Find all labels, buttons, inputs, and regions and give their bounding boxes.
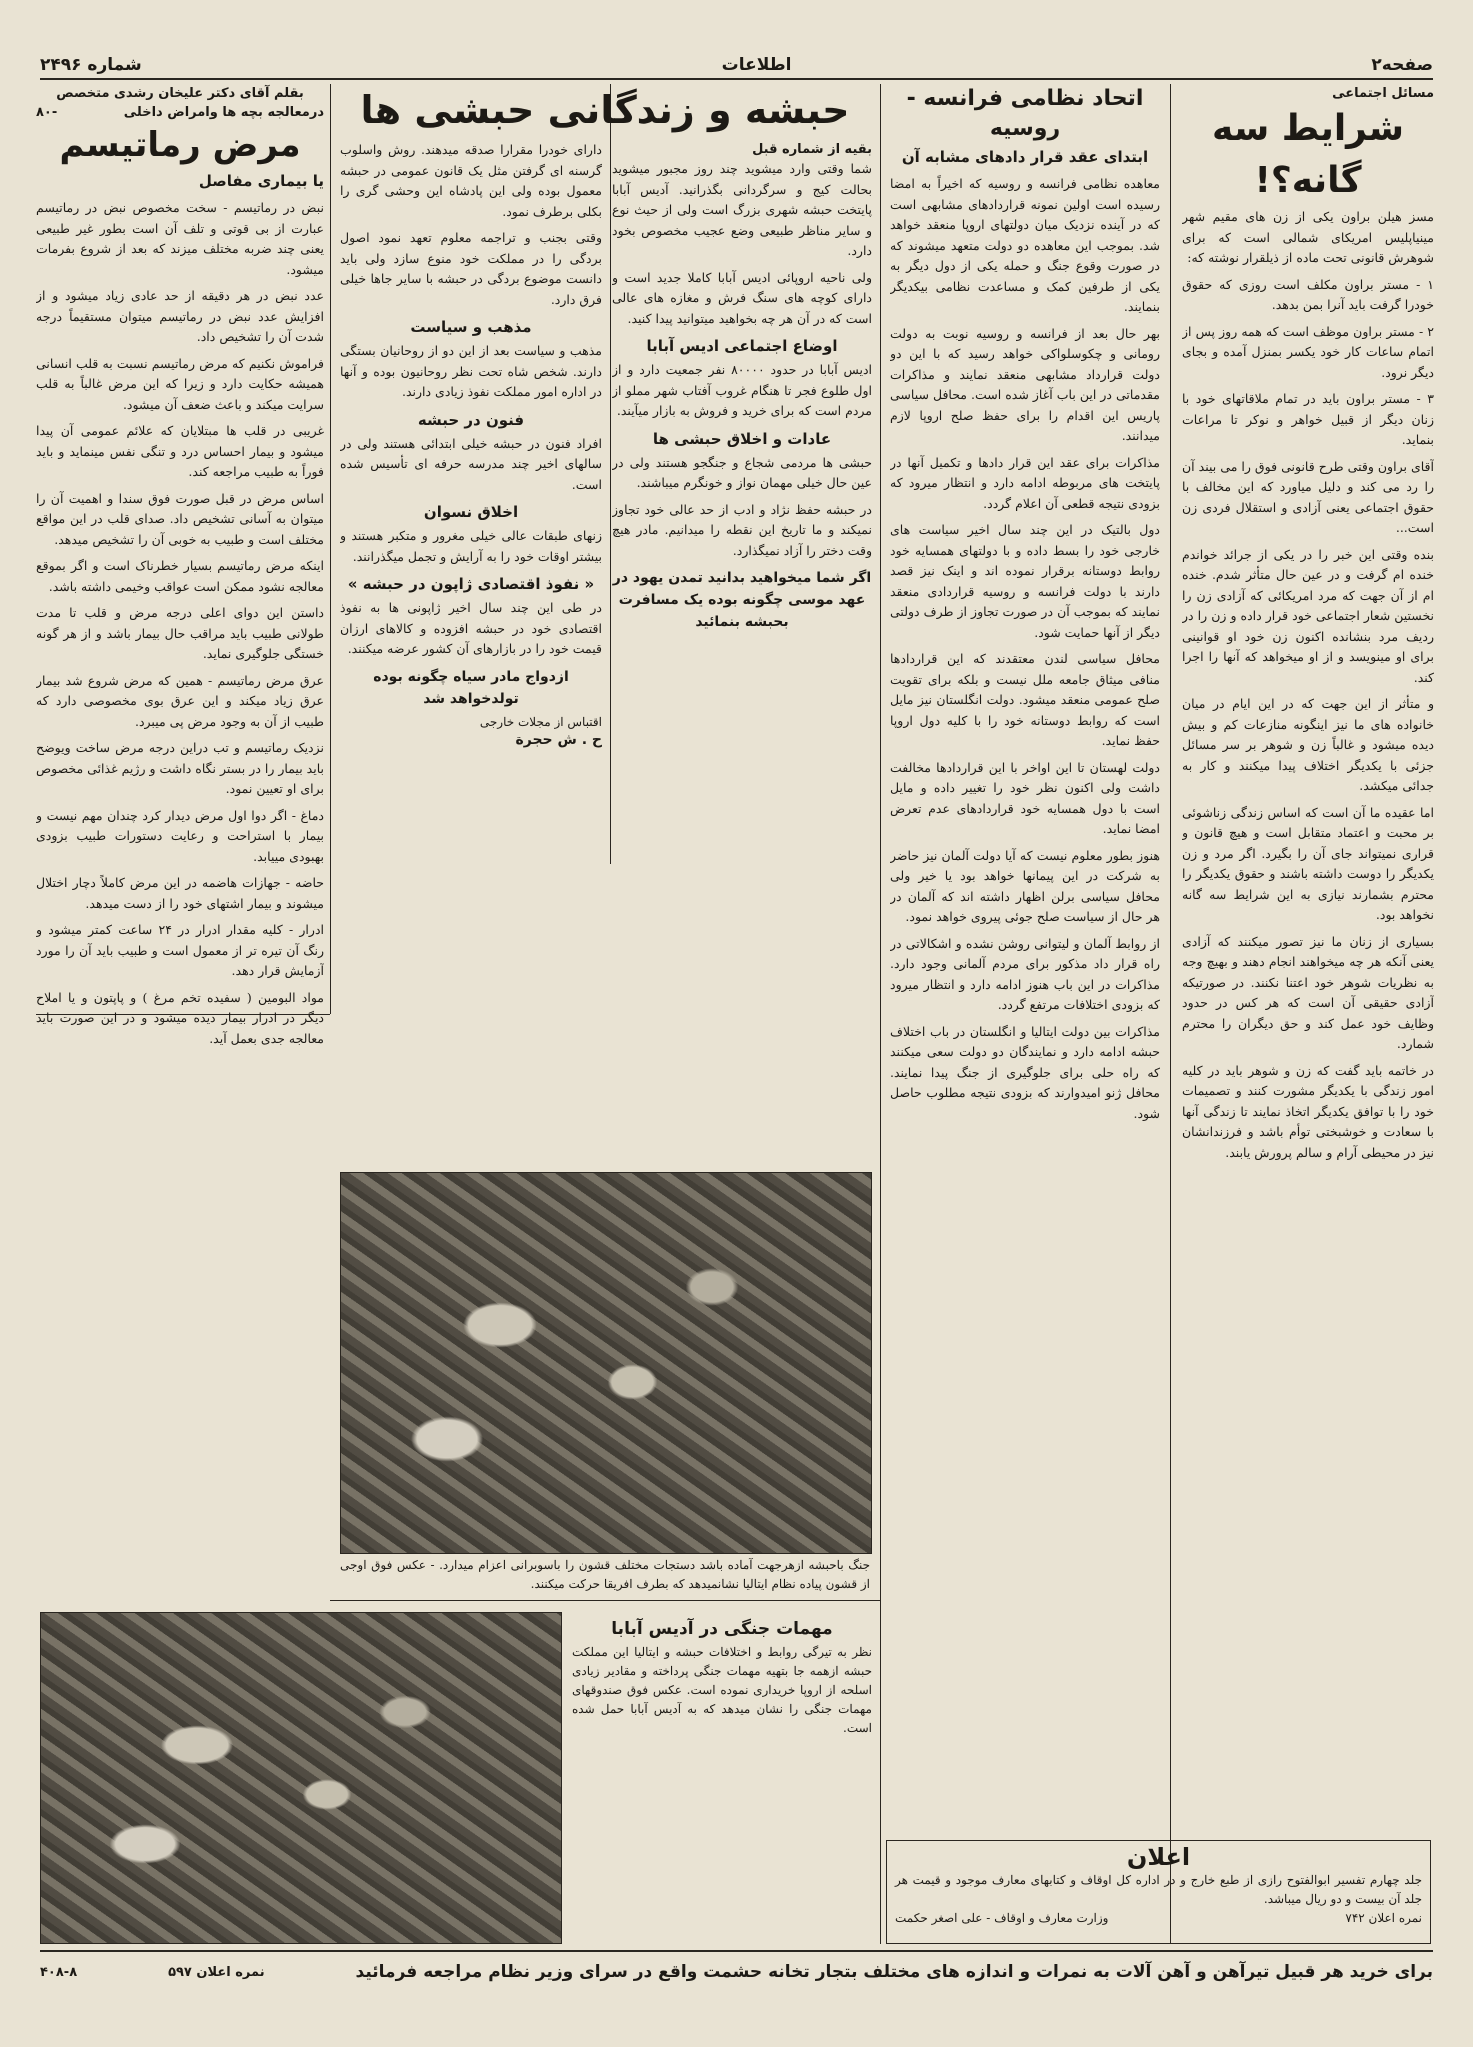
paragraph: نبض در رماتیسم - سخت مخصوص نبض در رماتیسم عبارت از بی قوتی و تلف آن است بطور غیر طبیعی یعنی چند ضربه مختلف میزند که بعد از شروع بفرمات میشود. (36, 200, 324, 277)
horizontal-rule (330, 1600, 880, 1601)
section-heading: « نفوذ اقتصادی ژاپون در حبشه » (347, 575, 595, 593)
bold-heading: اگر شما میخواهید بدانید تمدن یهود در عهد موسی چگونه بوده یک مسافرت بحبشه بنمائید (612, 570, 872, 630)
photo-ammunition (40, 1612, 562, 1944)
page-header (40, 52, 1433, 80)
paragraph: ادیس آبابا در حدود ۸۰۰۰۰ نفر جمعیت دارد و از اول طلوع فجر تا هنگام غروب آفتاب شهر مملو از مردم است که برای خرید و فروش به بازار میآیند. (612, 362, 872, 418)
article-subtitle: ابتدای عقد قرار دادهای مشابه آن (901, 148, 1149, 166)
paragraph: مواد البومین ( سفیده تخم مرغ ) و پاپتون و یا املاح دیگر در ادرار بیمار دیده میشود و در این صورت باید معالجه جدی بعمل آید. (36, 989, 324, 1046)
article-rheumatism (36, 84, 324, 1534)
ad-title: اعلان (1126, 1843, 1191, 1871)
section-heading: اخلاق نسوان (423, 503, 519, 521)
article-title: مرض رماتیسم (59, 125, 301, 165)
photo-ammunition-text (572, 1612, 872, 1942)
paragraph: ادرار - کلیه مقدار ادرار در ۲۴ ساعت کمتر میشود و رنگ آن تیره تر از معمول است و طبیب باید آن را مورد آزمایش قرار دهد. (36, 922, 324, 978)
paragraph: دول بالتیک در این چند سال اخیر سیاست های خارجی خود را بسط داده و با دولتهای همسایه خود روابط دوستانه برقرار نموده اند و اینک نیز قصد دارند با دولت فرانسه و روسیه قراردادی منعقد نمایند که بموجب آن در صورت تجاوز از طرف دولتی دیگر از آنها حمایت شود. (890, 522, 1160, 640)
paragraph: اساس مرض در قبل صورت فوق سندا و اهمیت آن را میتوان به آسانی تشخیص داد. صدای قلب در این مواقع مختلف است و طبیب به خوبی آن را تشخیص میدهد. (36, 490, 324, 547)
author-signature: ح . ش حجرة (515, 731, 602, 748)
paragraph: از روابط آلمان و لیتوانی روشن نشده و اشکالاتی در راه قرار داد مذکور برای مردم آلمانی وجود دارد. مذاکرات در این باب هنوز ادامه دارد و انتظار میرود که بزودی اختلافات مرتفع گردد. (890, 935, 1160, 1012)
paragraph: عرق مرض رماتیسم - همین که مرض شروع شد بیمار عرق زیاد میکند و این عرق بوی مخصوصی دارد که طبیب از آن به وجود مرض پی میبرد. (36, 672, 324, 729)
paragraph: افراد فنون در حبشه خیلی ابتدائی هستند ولی در سالهای اخیر چند مدرسه حرفه ای تأسیس شده است. (340, 435, 602, 492)
section-heading: فنون در حبشه (417, 410, 525, 429)
issue-number: شماره ۲۴۹۶ (40, 55, 142, 75)
paragraph: حبشی ها مردمی شجاع و جنگجو هستند ولی در عین حال خیلی مهمان نواز و خونگرم میباشند. (612, 454, 872, 490)
paragraph: اینکه مرض رماتیسم بسیار خطرناک است و اگر بموقع معالجه نشود ممکن است عواقب وخیمی داشته باشد. (36, 558, 324, 594)
bold-heading: ازدواج مادر سیاه چگونه بوده تولدخواهد شد (373, 668, 569, 707)
paragraph: در طی این چند سال اخیر ژاپونی ها به نفوذ اقتصادی خود در حبشه افزوده و کالاهای ارزان قیمت خود را در بازارهای آن کشور عرضه میکنند. (340, 600, 602, 656)
paragraph: مذاکرات بین دولت ایتالیا و انگلستان در باب اختلاف حبشه ادامه دارد و نمایندگان دو دولت سعی میکنند که راه حلی برای جلوگیری از جنگ پیدا نمایند. محافل ژنو امیدوارند که بزودی نتیجه مطلوب حاصل شود. (890, 1023, 1160, 1121)
article-abyssinia-left (340, 140, 602, 1140)
list-item: ۱ - مستر براون مکلف است روزی که حقوق خودرا گرفت باید آنرا بمن بدهد. (1182, 276, 1434, 312)
section-heading: مذهب و سیاست (410, 318, 532, 336)
section-heading: اوضاع اجتماعی ادیس آبابا (646, 337, 838, 355)
ad-body: جلد چهارم تفسیر ابوالفتوح رازی از طبع خارج و در اداره کل اوقاف و کتابهای معارف موجود و قیمت هر جلد آن بیست و دو ریال میباشد. (895, 1873, 1422, 1906)
paragraph: دماغ - اگر دوا اول مرض دیدار کرد چندان مهم نیست و بیمار با استراحت و رعایت دستورات طبیب بزودی بهبودی مییابد. (36, 807, 324, 864)
continued-note: بقیه از شماره قبل (752, 142, 872, 157)
column-rule (610, 84, 611, 864)
paragraph: وقتی بجنب و تراجمه معلوم تعهد نمود اصول بردگی را در مملکت خود منوع سازد ولی باید دانست موضوع بردگی در حبشه با سایر جاها خیلی فرق دارد. (340, 230, 602, 307)
paragraph: نزدیک رماتیسم و تب دراین درجه مرض ساخت ویوضح باید بیمار را در بستر نگاه داشت و رژیم غذائی مخصوص برای او تعیین نمود. (36, 740, 324, 796)
article-social-issues (1182, 84, 1434, 1934)
list-item: ۳ - مستر براون باید در تمام ملاقاتهای خود با زنان دیگر از قبیل خواهر و نوکر تا مراعات بنماید. (1182, 391, 1434, 447)
paragraph: دارای خودرا مقرارا صدقه میدهند. روش واسلوب گرسنه ای گرفتن مثل یک قانون عمومی در حبشه معمول بوده ولی این پادشاه این وحشی گری را بکلی برطرف نمود. (340, 142, 602, 219)
photo-texture (341, 1173, 871, 1553)
paragraph: زنهای طبقات عالی خیلی مغرور و متکبر هستند و بیشتر اوقات خود را به آرایش و تجمل میگذرانند. (340, 528, 602, 564)
paper-name: اطلاعات (721, 55, 792, 75)
article-title: حبشه و زندگانی حبشی ها (360, 88, 850, 132)
specialty: درمعالجه بچه ها وامراض داخلی (123, 105, 324, 120)
paragraph: ولی ناحیه اروپائی ادیس آبابا کاملا جدید است و دارای کوچه های سنگ فرش و مغازه های عالی است که در آن هر چه بخواهید میتوانید پیدا کنید. (612, 269, 872, 326)
source-note: اقتباس از مجلات خارجی (479, 714, 602, 729)
ad-meta (895, 1909, 1422, 1928)
paragraph: شما وقتی وارد میشوید چند روز مجبور میشوید بحالت کیج و سرگردانی بگذرانید. آدیس آبابا پایتخت حبشه شهری بزرگ است ولی از حیث نوع و سایر مناظر طبیعی وضع عجیب مخصوص بخود دارد. (612, 161, 872, 258)
paragraph: غریبی در قلب ها مبتلایان که علائم عمومی آن پیدا میشود و بیمار احساس درد و تنگی نفس مینماید و باید فوراً به طبیب مراجعه کند. (36, 423, 324, 479)
list-item: ۲ - مستر براون موظف است که همه روز پس از اتمام ساعات کار خود یکسر بمنزل آمده و بجای دیگر نرود. (1182, 323, 1434, 380)
photo-infantry (340, 1172, 872, 1554)
byline: بقلم آقای دکتر علیخان رشدی متخصص (56, 86, 304, 101)
paragraph: مذهب و سیاست بعد از این دو از روحانیان بستگی دارند. شخص شاه تحت نظر روحانیون بوده و آنها در اداره امور مملکت نفوذ زیادی دارند. (340, 343, 602, 399)
footer-code: ۴۰۸-۸ (40, 1964, 78, 1980)
paragraph: مذاکرات برای عقد این قرار دادها و تکمیل آنها در پایتخت های مربوطه ادامه دارد و انتظار میرود که بزودی نتیجه قطعی آن اعلام گردد. (890, 454, 1160, 511)
photo-title: مهمات جنگی در آدیس آبابا (611, 1619, 833, 1639)
paragraph: داستن این دوای اعلی درجه مرض و قلب تا مدت طولانی طبیب باید مراقب حال بیمار باشد و از هر گونه خستگی جلوگیری نماید. (36, 605, 324, 661)
column-rule (1170, 84, 1171, 1944)
paragraph: عدد نبض در هر دقیقه از حد عادی زیاد میشود و از افزایش عدد نبض در رماتیسم میتوان مستقیماً درجه شدت آن را تشخیص داد. (36, 288, 324, 344)
footer-ad-number: نمره اعلان ۵۹۷ (168, 1964, 265, 1980)
paragraph: بنده وقتی این خبر را در یکی از جرائد خواندم خنده ام گرفت و در عین حال متأثر شدم. خنده ام از آن جهت که مرد امریکائی که آزادی زن را نخستین شعار اجتماعی خود قرار داده و زن را در ردیف مرد بنشانده اکنون زن خود او قوانینی برای او مینویسد و از او میخواهد که آنها را اجرا کند. (1182, 546, 1434, 685)
paragraph: حاضه - جهازات هاضمه در این مرض کاملاً دچار اختلال میشوند و بیمار اشتهای خود را از دست میدهد. (36, 875, 324, 911)
photo-caption: نظر به تیرگی روابط و اختلافات حبشه و ایتالیا این مملکت حبشه ازهمه جا بتهیه مهمات جنگی پرداخته و مقادیر زیادی اسلحه از اروپا خریداری نموده است. عکس فوق صندوقهای مهمات جنگی را نشان میدهد که به آدیس آبابا حمل شده است. (572, 1645, 872, 1735)
footer-advertisement (40, 1950, 1433, 1992)
paragraph: هنوز بطور معلوم نیست که آیا دولت آلمان نیز حاضر به شرکت در این پیمانها خواهد بود یا خیر ولی محافل سیاسی برلن اظهار داشته اند که آلمان در هر حال از سیاست صلح جوئی پیروی خواهد نمود. (890, 847, 1160, 924)
paragraph: در خاتمه باید گفت که زن و شوهر باید در کلیه امور زندگی با یکدیگر مشورت کنند و تصمیمات خود را با توافق یکدیگر اتخاذ نمایند تا زندگی آنها با سعادت و خوشبختی توأم باشد و فرزندانشان نیز در محیطی آرام و سالم پرورش یابند. (1182, 1062, 1434, 1160)
article-title: شرایط سه گانه؟! (1212, 108, 1404, 201)
issue-no: -۸۰ (36, 105, 58, 120)
paragraph: آقای براون وقتی طرح قانونی فوق را می بیند آن را رد می کند و دلیل میاورد که این مخالف با حقوق اجتماعی یعنی آزادی و استقلال فردی زن است... (1182, 458, 1434, 535)
article-france-russia (890, 84, 1160, 1814)
section-heading: عادات و اخلاق حبشی ها (652, 429, 832, 448)
paragraph: محافل سیاسی لندن معتقدند که این قراردادها منافی میثاق جامعه ملل نیست و بلکه برای تقویت صلح عمومی منعقد میشود. دولت انگلستان نیز مایل است که روابط دوستانه خود را با کلیه دول اروپا حفظ نماید. (890, 651, 1160, 748)
paragraph: دولت لهستان تا این اواخر با این قراردادها مخالفت داشت ولی اکنون نظر خود را تغییر داده و مایل است با دول همسایه خود قراردادهای عدم تعرض امضا نماید. (890, 759, 1160, 836)
column-rule (330, 84, 331, 1014)
paragraph: در حبشه حفظ نژاد و ادب از حد عالی خود تجاوز نمیکند و ما تاریخ این نقطه را میدانیم. مادر هیچ وقت دختر را آزاد نمیگذارد. (612, 501, 872, 558)
paragraph: مسز هیلن براون یکی از زن های مقیم شهر مینیاپلیس امریکای شمالی است که برای شوهرش قانونی تحت ماده از ذیلقرار نوشته که: (1182, 209, 1434, 265)
article-subtitle: یا بیماری مفاصل (198, 172, 324, 190)
ad-number: نمره اعلان ۷۴۲ (1345, 1911, 1422, 1925)
paragraph: معاهده نظامی فرانسه و روسیه که اخیراً به امضا رسیده است اولین نمونه قراردادهای مشابهی است که در آینده نزدیک میان دولتهای اروپا منعقد خواهد شد. بموجب این معاهده دو دولت متعهد میشوند که در صورت وقوع جنگ و حمله یکی از دول دیگر به یکی از طرفین کمک و مساعدت نظامی بیکدیگر بنمایند. (890, 176, 1160, 314)
paragraph: فراموش نکنیم که مرض رماتیسم نسبت به قلب انسانی همیشه حکایت دارد و زیرا که این مرض غالباً به قلب سرایت میکند و باعث ضعف آن میشود. (36, 355, 324, 412)
byline-row (36, 103, 324, 122)
article-title: اتحاد نظامی فرانسه - روسیه (906, 86, 1144, 141)
paragraph: بهر حال بعد از فرانسه و روسیه نوبت به دولت رومانی و چکوسلواکی خواهد رسید که با این دو دولت قرارداد مشابهی منعقد نمایند و مذاکرات مقدماتی در این باب آغاز شده است. محافل سیاسی پاریس این اقدام را برای حفظ صلح اروپا لازم میدانند. (890, 325, 1160, 443)
section-label: مسائل اجتماعی (1332, 86, 1434, 101)
paragraph: اما عقیده ما آن است که اساس زندگی زناشوئی بر محبت و اعتماد متقابل است و هیچ قانون و قراری نمیتواند جای آن را بگیرد. اگر مرد و زن یکدیگر را دوست داشته باشند و حقوق یکدیگر را محترم بشمارند نیازی به این شرایط سه گانه نخواهد بود. (1182, 804, 1434, 922)
page-label: صفحه۲ (1371, 55, 1433, 75)
paragraph: و متأثر از این جهت که در این ایام در میان خانواده های ما نیز اینگونه منازعات کم و بیش دیده میشود و غالباً زن و شوهر بر سر مسائل جزئی با یکدیگر اختلاف پیدا میکنند و کار به جدائی میکشد. (1182, 696, 1434, 793)
footer-text: برای خرید هر قبیل تیرآهن و آهن آلات به نمرات و اندازه های مختلف بتجار تخانه حشمت واقع در سرای وزیر نظام مراجعه فرمائید (355, 1962, 1433, 1982)
article-abyssinia-header (340, 84, 870, 144)
photo-texture (41, 1613, 561, 1943)
column-rule (880, 84, 881, 1944)
paragraph: بسیاری از زنان ما نیز تصور میکنند که آزادی یعنی آنکه هر چه میخواهند انجام دهند و بهیچ وجه به نظریات شوهر خود اعتنا نکنند. در صورتیکه آزادی حقیقی آن است که هر کس در حدود وظایف خود عمل کند و حق دیگران را محترم شمارد. (1182, 933, 1434, 1051)
ad-ministry: وزارت معارف و اوقاف - علی اصغر حکمت (895, 1911, 1109, 1925)
advertisement-box (886, 1840, 1431, 1944)
photo-infantry-caption: جنگ باحبشه ازهرجهت آماده باشد دستجات مختلف قشون را باسوبرانی اعزام میدارد. - عکس فوق اوجی از قشون پیاده نظام ایتالیا نشانمیدهد که بطرف افریقا حرکت میکنند. (340, 1558, 870, 1591)
article-abyssinia-right (612, 140, 872, 1140)
